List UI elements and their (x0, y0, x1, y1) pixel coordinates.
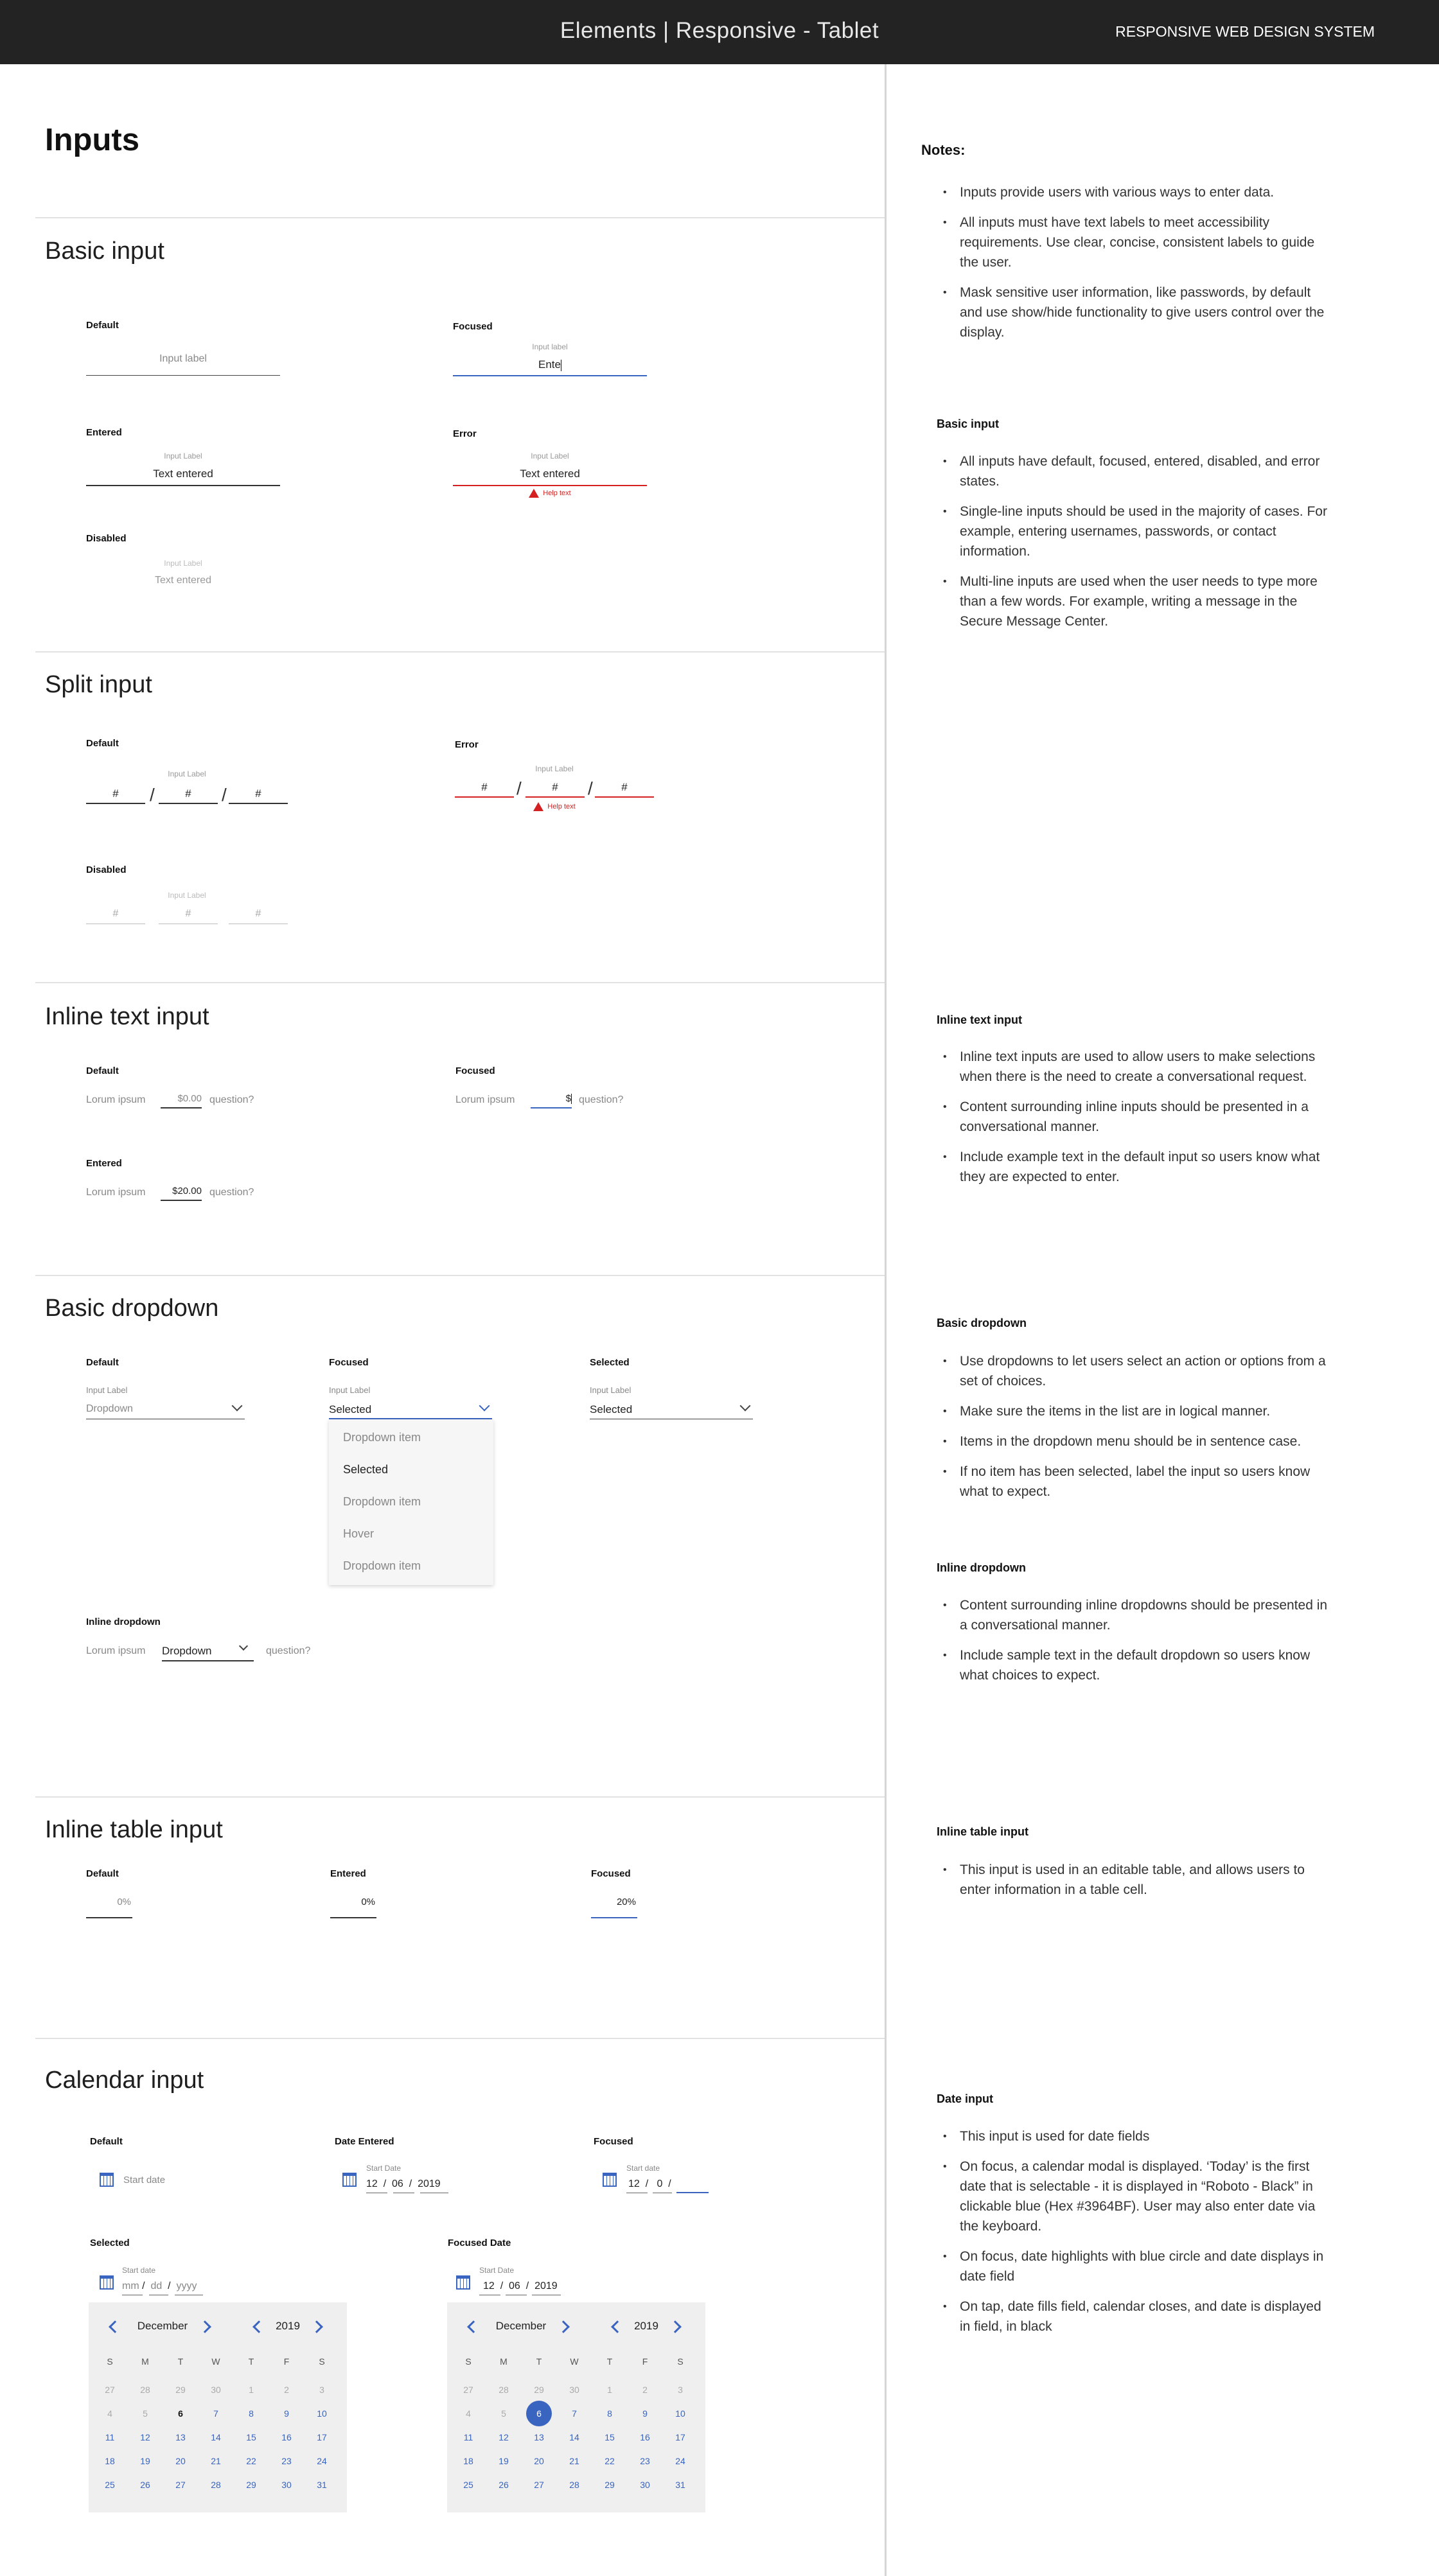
chevron-down-icon[interactable] (740, 1401, 751, 1412)
date-input-placeholder[interactable]: Start date (123, 2175, 166, 2186)
notes-heading: Inline dropdown (937, 1561, 1026, 1574)
weekday-label: F (642, 2356, 648, 2367)
dropdown-menu-item[interactable]: Dropdown item (343, 1431, 421, 1444)
state-label: Focused (453, 321, 493, 332)
state-label: Error (455, 739, 479, 750)
split-underline (455, 796, 514, 798)
prev-year-icon[interactable] (611, 2320, 624, 2333)
calendar-day[interactable]: 25 (105, 2480, 115, 2490)
input-small-label: Input label (532, 342, 568, 351)
date-mm[interactable]: 12 (483, 2281, 495, 2291)
date-small-label: Start Date (479, 2266, 515, 2275)
notes-inline-list (937, 1047, 1335, 1197)
calendar-day[interactable]: 27 (175, 2480, 186, 2490)
section-divider (35, 982, 885, 983)
help-text: Help text (547, 802, 576, 810)
table-underline (330, 1917, 376, 1918)
split-separator: / (222, 785, 227, 805)
month-label: December (137, 2320, 188, 2332)
calendar-day[interactable]: 19 (499, 2456, 509, 2466)
notes-heading: Basic dropdown (937, 1317, 1027, 1329)
split-separator: / (516, 778, 522, 798)
note-item: • Content surrounding inline dropdowns should be presented in a conversational manner. (937, 1595, 1335, 1635)
calendar-day[interactable]: 11 (463, 2432, 473, 2442)
input-small-label: Input Label (164, 559, 202, 568)
state-label: Disabled (86, 533, 127, 544)
dropdown-focused[interactable]: Selected (329, 1403, 372, 1415)
note-item: • On focus, a calendar modal is displayed. ‘Today’ is the first date that is selectable - it is displayed in “Roboto - Black” in clickable blue (Hex #3964BF). User may also enter date via the keyboard. (937, 2157, 1335, 2236)
note-item: • All inputs must have text labels to meet accessibility requirements. Use clear, concise, consistent labels to guide the user. (937, 213, 1335, 272)
calendar-day-prev-month: 30 (569, 2385, 579, 2395)
error-help (455, 802, 654, 811)
calendar-day-disabled: 4 (466, 2408, 471, 2419)
calendar-day[interactable]: 16 (281, 2432, 292, 2442)
notes-heading: Date input (937, 2092, 993, 2105)
note-item: • All inputs have default, focused, entered, disabled, and error states. (937, 451, 1335, 491)
calendar-day[interactable]: 14 (211, 2432, 221, 2442)
calendar-day[interactable]: 10 (675, 2408, 685, 2419)
calendar-day[interactable]: 10 (317, 2408, 327, 2419)
state-label: Focused (455, 1065, 495, 1076)
inline-post-text: question? (209, 1187, 254, 1198)
dropdown-menu (329, 1419, 493, 1585)
state-label: Focused (591, 1868, 631, 1879)
state-label: Default (86, 738, 119, 749)
split-field-3[interactable]: # (621, 781, 628, 793)
dropdown-menu-item-selected[interactable]: Selected (343, 1463, 389, 1476)
prev-year-icon[interactable] (252, 2320, 265, 2333)
section-title-dropdown: Basic dropdown (45, 1295, 219, 1322)
section-title-inline-text: Inline text input (45, 1003, 209, 1030)
calendar-day[interactable]: 9 (642, 2408, 648, 2419)
calendar-day[interactable]: 20 (175, 2456, 186, 2466)
weekday-label: S (319, 2356, 325, 2367)
inline-pre-text: Lorum ipsum (86, 1645, 146, 1656)
next-month-icon[interactable] (557, 2320, 570, 2333)
dropdown-small-label: Input Label (329, 1385, 371, 1395)
notes-inline-dropdown-list (937, 1595, 1335, 1695)
section-title-calendar: Calendar input (45, 2067, 204, 2094)
calendar-day[interactable]: 20 (534, 2456, 544, 2466)
dropdown-small-label: Input Label (86, 1385, 128, 1395)
date-dd[interactable]: 0 (657, 2178, 663, 2189)
note-item: • Mask sensitive user information, like passwords, by default and use show/hide functionality to give users control over the display. (937, 283, 1335, 342)
note-item: • Content surrounding inline inputs should be presented in a conversational manner. (937, 1097, 1335, 1137)
calendar-day[interactable]: 31 (675, 2480, 685, 2490)
split-field-disabled: # (185, 908, 191, 919)
help-text: Help text (543, 489, 571, 497)
calendar-day[interactable]: 18 (105, 2456, 115, 2466)
section-divider (35, 217, 885, 218)
state-label: Entered (86, 427, 122, 438)
inline-pre-text: Lorum ipsum (455, 1094, 515, 1105)
state-label: Focused (594, 2136, 633, 2147)
note-item: • Items in the dropdown menu should be in sentence case. (937, 1432, 1335, 1451)
weekday-label: S (107, 2356, 113, 2367)
state-label: Default (90, 2136, 123, 2147)
chevron-down-icon[interactable] (239, 1642, 248, 1651)
section-title-basic-input: Basic input (45, 238, 164, 265)
column-divider (885, 64, 887, 2576)
split-underline (159, 803, 218, 804)
calendar-day[interactable]: 7 (572, 2408, 577, 2419)
prev-month-icon[interactable] (109, 2320, 121, 2333)
disabled-input-value: Text entered (154, 575, 212, 586)
notes-basic-list (937, 451, 1335, 642)
weekday-label: M (141, 2356, 149, 2367)
calendar-day[interactable]: 12 (499, 2432, 509, 2442)
calendar-day-disabled: 4 (107, 2408, 112, 2419)
calendar-day[interactable]: 23 (281, 2456, 292, 2466)
calendar-icon[interactable] (456, 2275, 470, 2290)
calendar-day-today[interactable]: 6 (178, 2408, 183, 2419)
calendar-day-prev-month: 28 (140, 2385, 150, 2395)
note-item: • Include example text in the default input so users know what they are expected to enter. (937, 1147, 1335, 1187)
entered-input-value[interactable]: Text entered (153, 468, 213, 480)
error-input-underline (453, 485, 647, 486)
weekday-label: S (677, 2356, 684, 2367)
table-input-default[interactable]: 0% (117, 1897, 131, 1907)
table-underline (591, 1917, 637, 1918)
calendar-day[interactable]: 30 (640, 2480, 650, 2490)
next-year-icon[interactable] (669, 2320, 682, 2333)
note-item: • Make sure the items in the list are in logical manner. (937, 1401, 1335, 1421)
notes-heading: Inline text input (937, 1013, 1022, 1026)
focused-input-value: Ente (538, 358, 561, 371)
weekday-label: T (536, 2356, 542, 2367)
table-underline (86, 1917, 132, 1918)
weekday-label: T (177, 2356, 184, 2367)
inline-post-text: question? (579, 1094, 624, 1105)
table-input-focused[interactable]: 20% (616, 1897, 636, 1907)
calendar-day[interactable]: 22 (605, 2456, 615, 2466)
calendar-day[interactable]: 27 (534, 2480, 544, 2490)
calendar-day[interactable]: 31 (317, 2480, 327, 2490)
notes-heading: Basic input (937, 417, 1000, 430)
section-divider (35, 1796, 885, 1798)
section-divider (35, 651, 885, 653)
calendar-day[interactable]: 8 (607, 2408, 612, 2419)
input-small-label: Input Label (168, 769, 206, 778)
note-item: • On focus, date highlights with blue circle and date displays in date field (937, 2247, 1335, 2286)
calendar-day[interactable]: 25 (463, 2480, 473, 2490)
date-dd[interactable]: 06 (392, 2178, 403, 2189)
weekday-label: M (500, 2356, 508, 2367)
state-label: Selected (590, 1357, 630, 1368)
table-input-entered[interactable]: 0% (361, 1897, 375, 1907)
calendar-day[interactable]: 18 (463, 2456, 473, 2466)
input-small-label: Input Label (535, 764, 574, 773)
input-small-label: Input Label (164, 451, 202, 460)
dropdown-selected[interactable]: Selected (590, 1403, 633, 1415)
note-item: • Use dropdowns to let users select an action or options from a set of choices. (937, 1351, 1335, 1391)
split-field-1[interactable]: # (112, 787, 119, 800)
date-underline-focused (676, 2192, 709, 2193)
year-label: 2019 (276, 2320, 300, 2332)
error-input-value[interactable]: Text entered (520, 468, 580, 480)
page-title: Inputs (45, 123, 139, 157)
inline-underline (161, 1107, 202, 1108)
date-dd[interactable]: dd (150, 2281, 163, 2291)
inline-pre-text: Lorum ipsum (86, 1187, 146, 1198)
next-year-icon[interactable] (310, 2320, 323, 2333)
split-field-disabled: # (255, 908, 261, 919)
date-entered-field[interactable]: 12 / 06 / 2019 (366, 2178, 441, 2189)
calendar-day-prev-month: 28 (499, 2385, 509, 2395)
state-label: Entered (86, 1158, 122, 1169)
state-label: Default (86, 320, 119, 331)
chevron-down-icon[interactable] (479, 1401, 490, 1412)
weekday-label: W (570, 2356, 579, 2367)
dropdown-small-label: Input Label (590, 1385, 631, 1395)
entered-input-underline (86, 485, 280, 486)
calendar-day[interactable]: 8 (249, 2408, 254, 2419)
inline-post-text: question? (266, 1645, 311, 1656)
inline-underline (531, 1107, 572, 1108)
calendar-day[interactable]: 17 (675, 2432, 685, 2442)
calendar-day-prev-month: 27 (105, 2385, 115, 2395)
notes-title: Notes: (921, 142, 966, 158)
calendar-day[interactable]: 26 (499, 2480, 509, 2490)
state-label: Default (86, 1357, 119, 1368)
input-small-label: Input Label (531, 451, 569, 460)
dropdown-menu-item[interactable]: Dropdown item (343, 1495, 421, 1508)
notes-intro-list (937, 182, 1335, 353)
section-divider (35, 2038, 885, 2039)
split-separator: / (588, 778, 593, 798)
note-item: • Inputs provide users with various ways to enter data. (937, 182, 1335, 202)
calendar-day-prev-month: 27 (463, 2385, 473, 2395)
split-underline (525, 796, 585, 798)
calendar-icon[interactable] (100, 2275, 114, 2290)
calendar-day[interactable]: 28 (211, 2480, 221, 2490)
note-item: • On tap, date fills field, calendar closes, and date is displayed in field, in black (937, 2297, 1335, 2336)
calendar-day[interactable]: 11 (105, 2432, 115, 2442)
note-item: • Include sample text in the default dropdown so users know what choices to expect. (937, 1645, 1335, 1685)
calendar-icon[interactable] (603, 2173, 617, 2187)
calendar-day-focused[interactable]: 6 (526, 2401, 552, 2426)
prev-month-icon[interactable] (467, 2320, 480, 2333)
inline-post-text: question? (209, 1094, 254, 1105)
month-label: December (495, 2320, 547, 2332)
dropdown-menu-item-hover[interactable]: Hover (343, 1527, 375, 1540)
state-label: Focused Date (448, 2238, 511, 2248)
calendar-day-disabled: 2 (642, 2385, 648, 2395)
split-field-2[interactable]: # (185, 787, 191, 800)
header-right-label: RESPONSIVE WEB DESIGN SYSTEM (1115, 23, 1375, 40)
state-label: Focused (329, 1357, 369, 1368)
next-month-icon[interactable] (199, 2320, 211, 2333)
warning-icon (533, 802, 543, 811)
date-mm[interactable]: 12 (628, 2178, 640, 2189)
inline-default-input[interactable]: $0.00 (177, 1093, 202, 1104)
calendar-day[interactable]: 29 (246, 2480, 256, 2490)
chevron-down-icon[interactable] (232, 1401, 243, 1412)
split-field-1[interactable]: # (481, 781, 488, 793)
calendar-day[interactable]: 26 (140, 2480, 150, 2490)
date-yyyy[interactable]: yyyy (176, 2281, 197, 2291)
section-title-split-input: Split input (45, 671, 152, 698)
state-label: Default (86, 1868, 119, 1879)
date-selected-field[interactable]: mm / dd / yyyy (122, 2281, 197, 2291)
split-field-disabled: # (112, 908, 119, 919)
note-item: • This input is used for date fields (937, 2126, 1335, 2146)
split-underline (86, 803, 145, 804)
dropdown-default[interactable]: Dropdown (86, 1403, 133, 1414)
calendar-day[interactable]: 17 (317, 2432, 327, 2442)
calendar-icon[interactable] (100, 2173, 114, 2187)
calendar-day-disabled: 5 (501, 2408, 506, 2419)
split-underline (595, 796, 654, 798)
state-label: Inline dropdown (86, 1617, 161, 1627)
state-label: Error (453, 428, 477, 439)
calendar-day-prev-month: 29 (534, 2385, 544, 2395)
date-yyyy[interactable]: 2019 (534, 2281, 558, 2291)
section-divider (35, 1275, 885, 1276)
date-mm[interactable]: 12 (366, 2178, 378, 2189)
calendar-icon[interactable] (342, 2173, 357, 2187)
inline-focused-input[interactable] (531, 1093, 572, 1104)
default-input-placeholder[interactable]: Input label (159, 353, 207, 364)
weekday-label: F (283, 2356, 290, 2367)
section-title-table-input: Inline table input (45, 1816, 223, 1843)
note-item: • If no item has been selected, label the input so users know what to expect. (937, 1462, 1335, 1502)
inline-focused-value: $ (565, 1093, 571, 1104)
split-field-3[interactable]: # (255, 787, 261, 800)
split-underline (229, 803, 288, 804)
default-input-underline[interactable] (86, 375, 280, 376)
note-item: • Multi-line inputs are used when the user needs to type more than a few words. For example, writing a message in the Secure Message Center. (937, 572, 1335, 631)
notes-dropdown-list (937, 1351, 1335, 1512)
calendar-day[interactable]: 15 (605, 2432, 615, 2442)
calendar-day[interactable]: 13 (175, 2432, 186, 2442)
split-field-2[interactable]: # (552, 781, 558, 793)
calendar-day-disabled: 5 (143, 2408, 148, 2419)
weekday-label: S (465, 2356, 472, 2367)
input-small-label: Input Label (168, 891, 206, 900)
weekday-label: W (211, 2356, 220, 2367)
date-small-label: Start date (122, 2266, 156, 2275)
calendar-day-disabled: 1 (607, 2385, 612, 2395)
calendar-day[interactable]: 29 (605, 2480, 615, 2490)
calendar-day-prev-month: 29 (175, 2385, 186, 2395)
state-label: Selected (90, 2238, 130, 2248)
focused-input-field[interactable] (453, 358, 647, 371)
error-help (453, 489, 647, 498)
inline-entered-input[interactable]: $20.00 (172, 1186, 202, 1196)
calendar-day[interactable]: 13 (534, 2432, 544, 2442)
dropdown-menu-item[interactable]: Dropdown item (343, 1559, 421, 1572)
date-focused-field[interactable]: 12 / 0 / (628, 2178, 671, 2189)
date-focused-date-field[interactable]: 12 / 06 / 2019 (483, 2281, 558, 2291)
calendar-day[interactable]: 23 (640, 2456, 650, 2466)
date-small-label: Start Date (366, 2164, 402, 2173)
calendar-day[interactable]: 14 (569, 2432, 579, 2442)
calendar-day-prev-month: 30 (211, 2385, 221, 2395)
calendar-modal (89, 2302, 347, 2512)
year-label: 2019 (634, 2320, 658, 2332)
calendar-day[interactable]: 16 (640, 2432, 650, 2442)
notes-table-list (937, 1860, 1335, 1910)
dropdown-underline (162, 1660, 254, 1661)
weekday-label: T (248, 2356, 254, 2367)
notes-date-list (937, 2126, 1335, 2347)
date-mm[interactable]: mm (122, 2281, 139, 2291)
inline-pre-text: Lorum ipsum (86, 1094, 146, 1105)
calendar-day[interactable]: 21 (569, 2456, 579, 2466)
calendar-day-disabled: 2 (284, 2385, 289, 2395)
calendar-day[interactable]: 19 (140, 2456, 150, 2466)
calendar-day[interactable]: 9 (284, 2408, 289, 2419)
inline-dropdown[interactable]: Dropdown (162, 1645, 212, 1657)
note-item: • This input is used in an editable table, and allows users to enter information in a table cell. (937, 1860, 1335, 1900)
calendar-day-disabled: 3 (319, 2385, 324, 2395)
text-cursor (571, 1094, 572, 1104)
calendar-day[interactable]: 12 (140, 2432, 150, 2442)
notes-heading: Inline table input (937, 1825, 1028, 1838)
calendar-day[interactable]: 30 (281, 2480, 292, 2490)
calendar-day[interactable]: 24 (675, 2456, 685, 2466)
calendar-day[interactable]: 28 (569, 2480, 579, 2490)
state-label: Date Entered (335, 2136, 394, 2147)
calendar-day[interactable]: 24 (317, 2456, 327, 2466)
calendar-day[interactable]: 21 (211, 2456, 221, 2466)
calendar-day-disabled: 3 (678, 2385, 683, 2395)
inline-underline (161, 1200, 202, 1201)
calendar-day[interactable]: 15 (246, 2432, 256, 2442)
split-separator: / (150, 785, 155, 805)
state-label: Disabled (86, 864, 127, 875)
weekday-label: T (606, 2356, 613, 2367)
date-yyyy[interactable]: 2019 (418, 2178, 441, 2189)
state-label: Default (86, 1065, 119, 1076)
focused-input-underline (453, 375, 647, 376)
calendar-day[interactable]: 22 (246, 2456, 256, 2466)
date-dd[interactable]: 06 (509, 2281, 520, 2291)
header-title: Elements | Responsive - Tablet (560, 18, 879, 43)
note-item: • Single-line inputs should be used in the majority of cases. For example, entering usernames, passwords, or contact information. (937, 502, 1335, 561)
note-item: • Inline text inputs are used to allow users to make selections when there is the need to create a conversational request. (937, 1047, 1335, 1087)
warning-icon (529, 489, 539, 498)
calendar-modal (447, 2302, 705, 2512)
calendar-day-disabled: 1 (249, 2385, 254, 2395)
date-small-label: Start date (626, 2164, 660, 2173)
calendar-day[interactable]: 7 (213, 2408, 218, 2419)
top-bar (0, 0, 1439, 64)
state-label: Entered (330, 1868, 366, 1879)
